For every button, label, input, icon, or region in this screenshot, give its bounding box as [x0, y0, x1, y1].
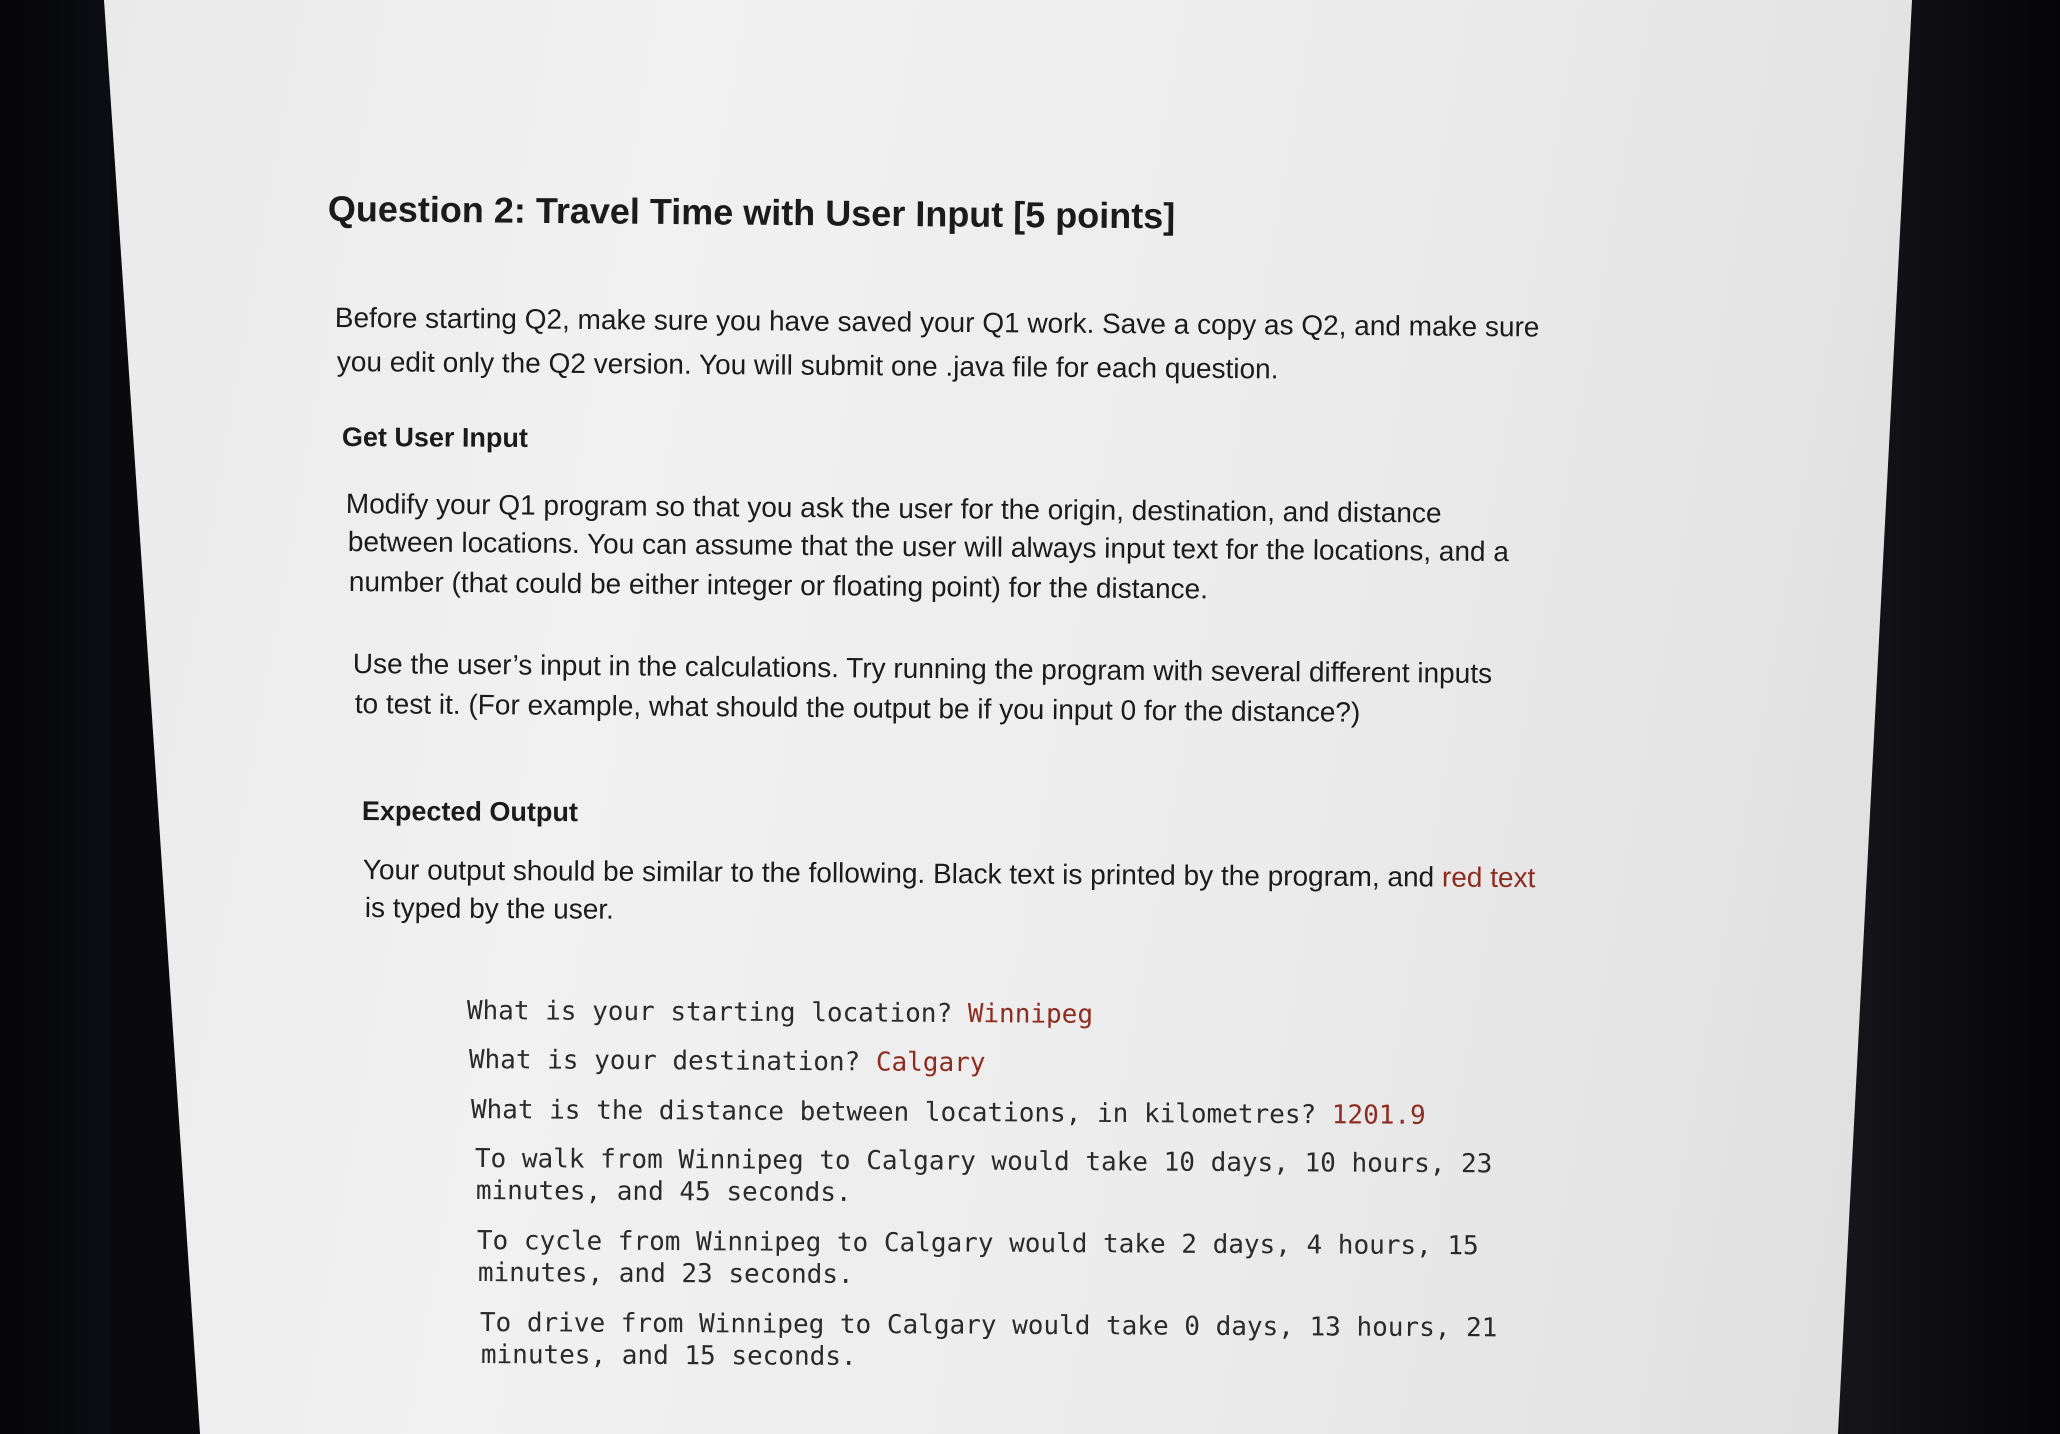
prompt-starting-location	[467, 996, 1093, 1030]
user-input-text: Winnipeg	[967, 999, 1094, 1030]
program-text: What is the distance between locations, in kilometres?	[470, 1095, 1332, 1131]
drive-output-line: To drive from Winnipeg to Calgary would take 0 days, 13 hours, 21	[479, 1308, 1498, 1344]
program-text: What is your starting location?	[466, 996, 968, 1030]
prompt-destination	[469, 1045, 986, 1078]
intro-line: Before starting Q2, make sure you have saved your Q1 work. Save a copy as Q2, and make sure	[334, 301, 1540, 343]
section-heading-get-user-input: Get User Input	[341, 422, 529, 453]
walk-output-line: To walk from Winnipeg to Calgary would take 10 days, 10 hours, 23	[474, 1144, 1493, 1180]
prompt-distance	[471, 1095, 1426, 1131]
program-text: What is your destination?	[468, 1045, 876, 1078]
user-input-text: Calgary	[875, 1047, 986, 1079]
paragraph-line: is typed by the user.	[364, 891, 615, 925]
cycle-output-line: To cycle from Winnipeg to Calgary would take 2 days, 4 hours, 15	[476, 1226, 1479, 1262]
section-heading-expected-output: Expected Output	[361, 796, 579, 828]
cycle-output-line: minutes, and 23 seconds.	[477, 1258, 854, 1290]
paragraph-line: to test it. (For example, what should the output be if you input 0 for the distance?)	[354, 687, 1361, 728]
red-text-label: red text	[1441, 861, 1536, 894]
paragraph-line: Use the user’s input in the calculations. Try running the program with several different inputs	[352, 647, 1493, 689]
intro-line: you edit only the Q2 version. You will submit one .java file for each question.	[336, 345, 1279, 385]
paragraph-line: Modify your Q1 program so that you ask the user for the origin, destination, and distance	[345, 487, 1442, 529]
walk-output-line: minutes, and 45 seconds.	[475, 1176, 852, 1208]
paragraph-text: Your output should be similar to the following. Black text is printed by the program, and	[362, 853, 1443, 893]
drive-output-line: minutes, and 15 seconds.	[480, 1340, 857, 1372]
paragraph-line: number (that could be either integer or floating point) for the distance.	[348, 565, 1209, 605]
question-title: Question 2: Travel Time with User Input [5 points]	[327, 188, 1176, 237]
user-input-text: 1201.9	[1331, 1100, 1426, 1131]
paragraph-line: between locations. You can assume that the user will always input text for the locations, and a	[347, 525, 1510, 568]
